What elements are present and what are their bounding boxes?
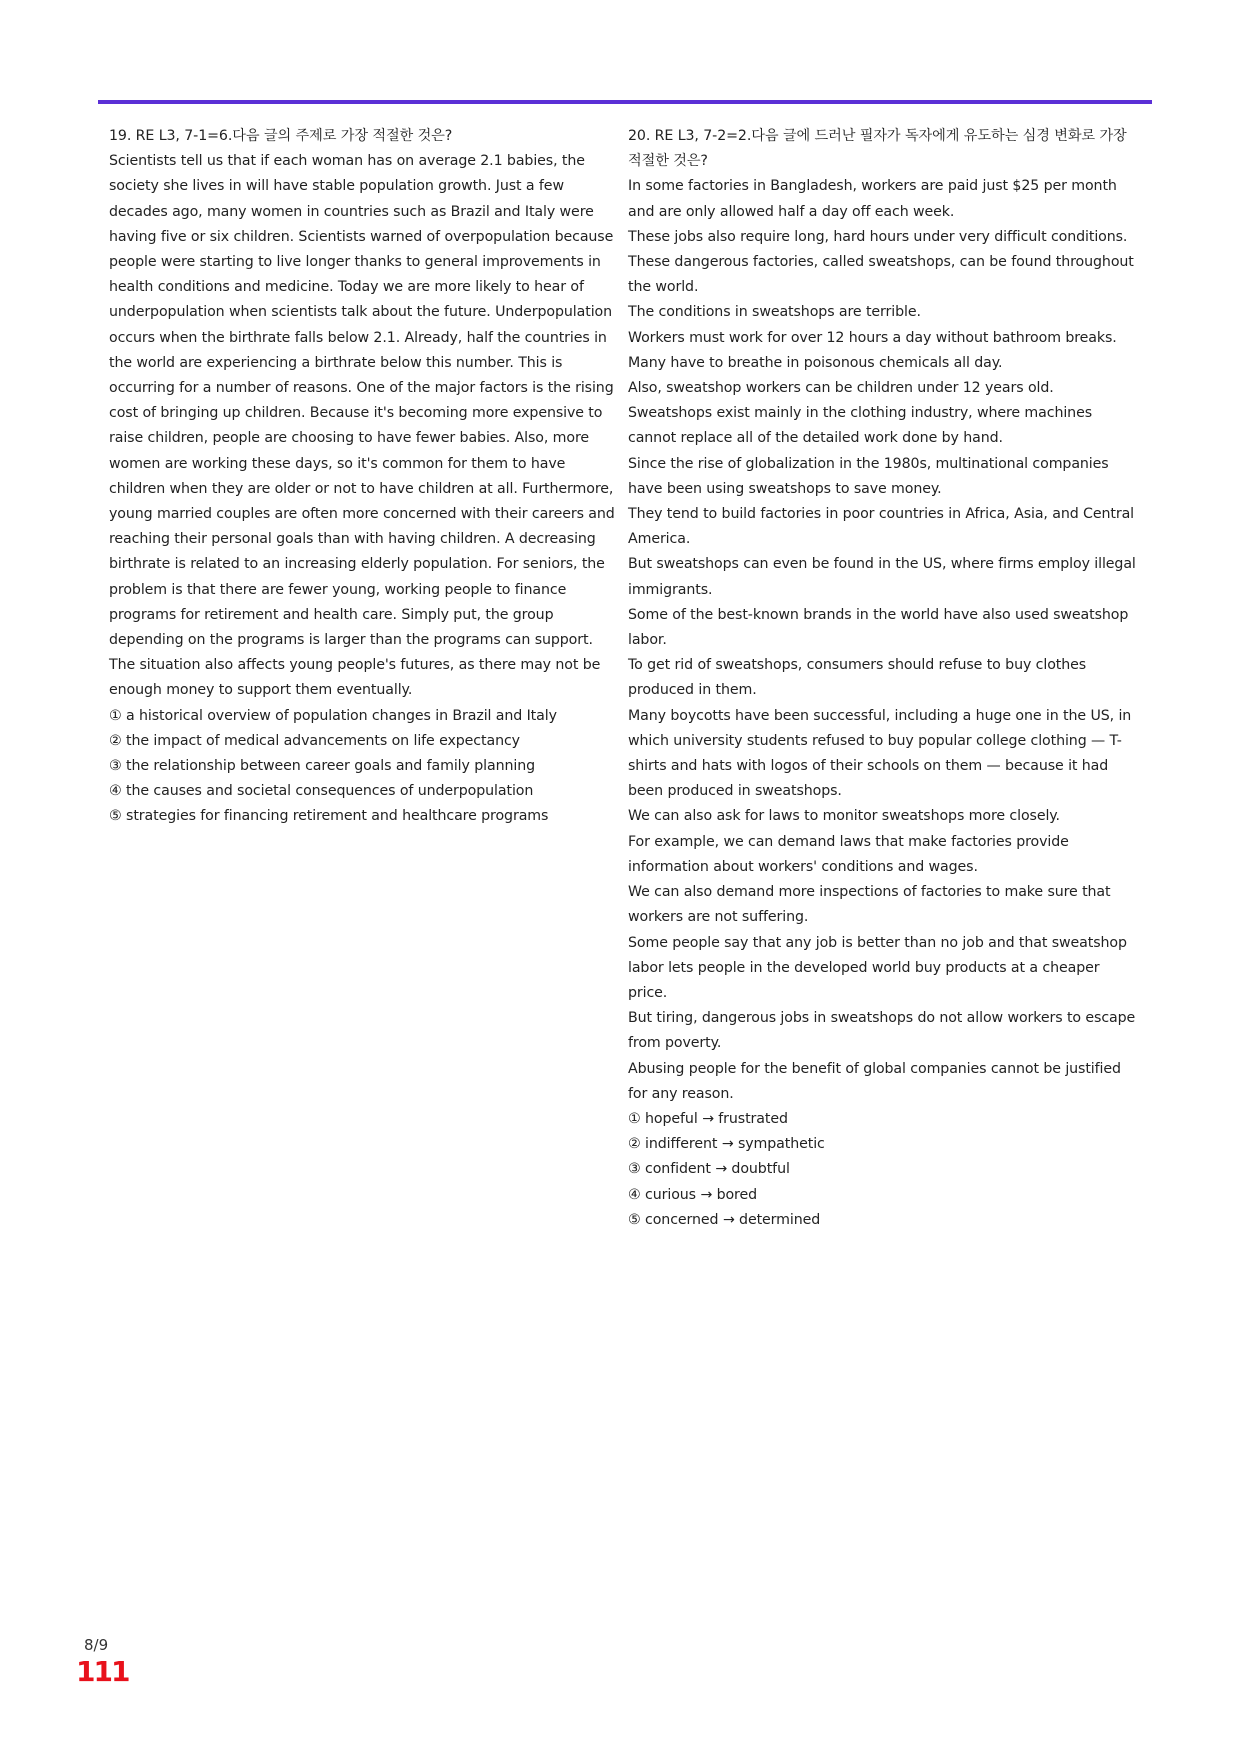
passage-line: In some factories in Bangladesh, workers are paid just $25 per month and are only allowed half a day off each week. [628, 178, 1117, 220]
passage-line: But sweatshops can even be found in the US, where firms employ illegal immigrants. [628, 556, 1136, 598]
passage-line: We can also demand more inspections of factories to make sure that workers are not suffering. [628, 884, 1111, 926]
passage-line: Sweatshops exist mainly in the clothing industry, where machines cannot replace all of the detailed work done by hand. [628, 405, 1092, 447]
passage-line: These dangerous factories, called sweatshops, can be found throughout the world. [628, 254, 1134, 296]
passage-line: They tend to build factories in poor countries in Africa, Asia, and Central America. [628, 506, 1135, 548]
question-19-passage: Scientists tell us that if each woman has on average 2.1 babies, the society she lives in will have stable population growth. Just a few decades ago, many women in countries such as Brazil and Italy were having five or six children. Scientists warned of overpopulation because people were starting to live longer thanks to general improvements in health conditions and medicine. Today we are more likely to hear of underpopulation when scientists talk about the future. Underpopulation occurs when the birthrate falls below 2.1. Already, half the countries in the world are experiencing a birthrate below this number. This is occurring for a number of reasons. One of the major factors is the rising cost of bringing up children. Because it's becoming more expensive to raise children, people are choosing to have fewer babies. Also, more women are working these days, so it's common for them to have children when they are older or not to have children at all. Furthermore, young married couples are often more concerned with their careers and reaching their personal goals than with having children. A decreasing birthrate is related to an increasing elderly population. For seniors, the problem is that there are fewer young, working people to finance programs for retirement and health care. Simply put, the group depending on the programs is larger than the programs can support. The situation also affects young people's futures, as there may not be enough money to support them eventually. [109, 153, 615, 699]
answer-choice-4[interactable]: ④ curious → bored [628, 1186, 758, 1203]
answer-choice-2[interactable]: ② indifferent → sympathetic [628, 1136, 825, 1153]
answer-choice-3[interactable]: ③ the relationship between career goals and family planning [109, 758, 535, 775]
answer-choice-1[interactable]: ① a historical overview of population changes in Brazil and Italy [109, 707, 557, 724]
question-20-choices [628, 1107, 1140, 1233]
answer-choice-3[interactable]: ③ confident → doubtful [628, 1161, 790, 1178]
passage-line: Many have to breathe in poisonous chemicals all day. [628, 354, 1003, 371]
passage-line: The conditions in sweatshops are terrible. [628, 304, 921, 321]
passage-line: Many boycotts have been successful, including a huge one in the US, in which university students refused to buy popular college clothing — T-shirts and hats with logos of their schools on them — because it had been produced in sweatshops. [628, 707, 1132, 800]
answer-choice-4[interactable]: ④ the causes and societal consequences of underpopulation [109, 783, 534, 800]
passage-line: These jobs also require long, hard hours under very difficult conditions. [628, 228, 1128, 245]
header-divider [98, 100, 1152, 104]
passage-line: Also, sweatshop workers can be children under 12 years old. [628, 380, 1054, 397]
passage-line: To get rid of sweatshops, consumers should refuse to buy clothes produced in them. [628, 657, 1087, 699]
passage-line: Workers must work for over 12 hours a day without bathroom breaks. [628, 329, 1117, 346]
passage-line: We can also ask for laws to monitor sweatshops more closely. [628, 808, 1060, 825]
passage-line: Since the rise of globalization in the 1980s, multinational companies have been using sweatshops to save money. [628, 455, 1109, 497]
passage-line: Some of the best-known brands in the world have also used sweatshop labor. [628, 606, 1129, 649]
answer-choice-2[interactable]: ② the impact of medical advancements on life expectancy [109, 732, 520, 749]
passage-line: For example, we can demand laws that make factories provide information about workers' conditions and wages. [628, 833, 1069, 875]
answer-choice-1[interactable]: ① hopeful → frustrated [628, 1110, 788, 1127]
question-19 [109, 124, 619, 830]
answer-choice-5[interactable]: ⑤ strategies for financing retirement and healthcare programs [109, 808, 549, 825]
passage-line: But tiring, dangerous jobs in sweatshops do not allow workers to escape from poverty. [628, 1010, 1136, 1052]
question-19-choices [109, 704, 619, 830]
answer-choice-5[interactable]: ⑤ concerned → determined [628, 1211, 821, 1228]
question-20-title: 20. RE L3, 7-2=2.다음 글에 드러난 필자가 독자에게 유도하는 심경 변화로 가장 적절한 것은? [628, 128, 1127, 170]
passage-line: Abusing people for the benefit of global companies cannot be justified for any reason. [628, 1060, 1121, 1102]
question-19-title: 19. RE L3, 7-1=6.다음 글의 주제로 가장 적절한 것은? [109, 128, 453, 144]
passage-line: Some people say that any job is better than no job and that sweatshop labor lets people in the developed world buy products at a cheaper price. [628, 934, 1127, 1001]
question-20-passage [628, 174, 1140, 1107]
question-20 [628, 124, 1140, 1233]
page-number: 8/9 [84, 1636, 109, 1654]
brand-logo: 111 [76, 1655, 129, 1688]
